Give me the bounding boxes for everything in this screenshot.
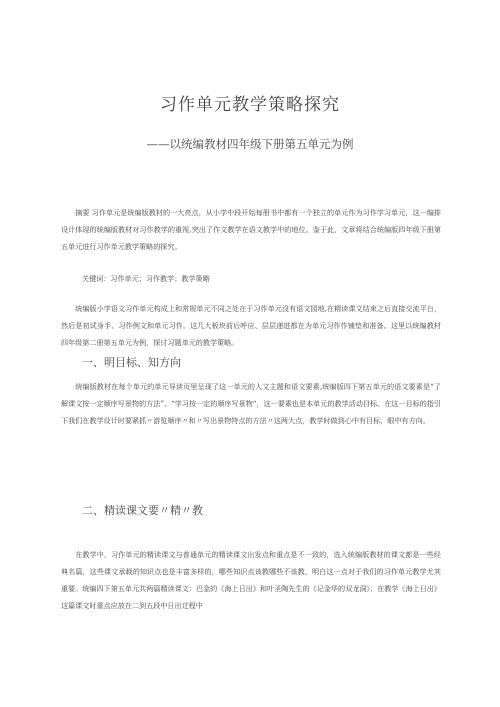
- paper-title: 习作单元教学策略探究: [160, 95, 340, 115]
- section-2-heading: 二、精读课文要〃精〃教: [82, 504, 203, 517]
- section-1-heading: 一、明目标、知方向: [82, 356, 181, 369]
- abstract-paragraph: 摘要 习作单元是统编版教材的一大亮点，从小学中段开始每册书中都有一个独立的单元作为习作学习单元，这一编排设计体现的统编版教材对习作教学的重视,突出了作文教学在语文教学中的地位。鉴于此，文章将结合统编版四年级下册第五单元进行习作单元教学策略的探究。: [61, 208, 441, 251]
- section-2-body: 在教学中，习作单元的精读课文与普通单元的精读课文出发点和重点是不一致的，选入统编版教材的课文都是一些经典名篇，这些课文承载的知识点也是丰富多样的，哪些知识点该教哪些不该教，明白这一点对于我们的习作单元教学尤其重要。统编四下第五单元共两篇精读课文：巴金的《海上日出》和叶圣陶先生的《记金华的双龙洞》；在教学《海上日出》这篇课文时重点应放在二到五段中日出过程中: [61, 550, 441, 610]
- intro-paragraph: 统编版小学语文习作单元构成上和常规单元不同之处在于习作单元没有语文园地,在精读课文结束之后直接交流平台，然后是初试身手、习作例文和单元习作。这几大板块前后呼应、层层递进都在为单元习作作铺垫和准备。这里以统编教材四年级第二册第五单元为例，探讨习题单元的教学策略。: [61, 304, 441, 347]
- keywords-line: 关键词：习作单元；习作教学；教学策略: [82, 274, 210, 283]
- paper-subtitle: ——以统编教材四年级下册第五单元为例: [146, 137, 354, 151]
- section-1-body: 统编版教材在每个单元的单元导读页里呈现了这一单元的人文主题和语文要素,统编版四下第五单元的语文要素是“了解课文按一定顺序写景物的方法”、“学习按一定的顺序写景物“，这一要素也是本单元的教学活动目标。在这一目标的指引下我们在教学设计时要紧抓〃游览顺序〃和〃写出景物特点的方法〃这两大点，教学时做到心中有目标，眼中有方向。: [61, 382, 441, 425]
